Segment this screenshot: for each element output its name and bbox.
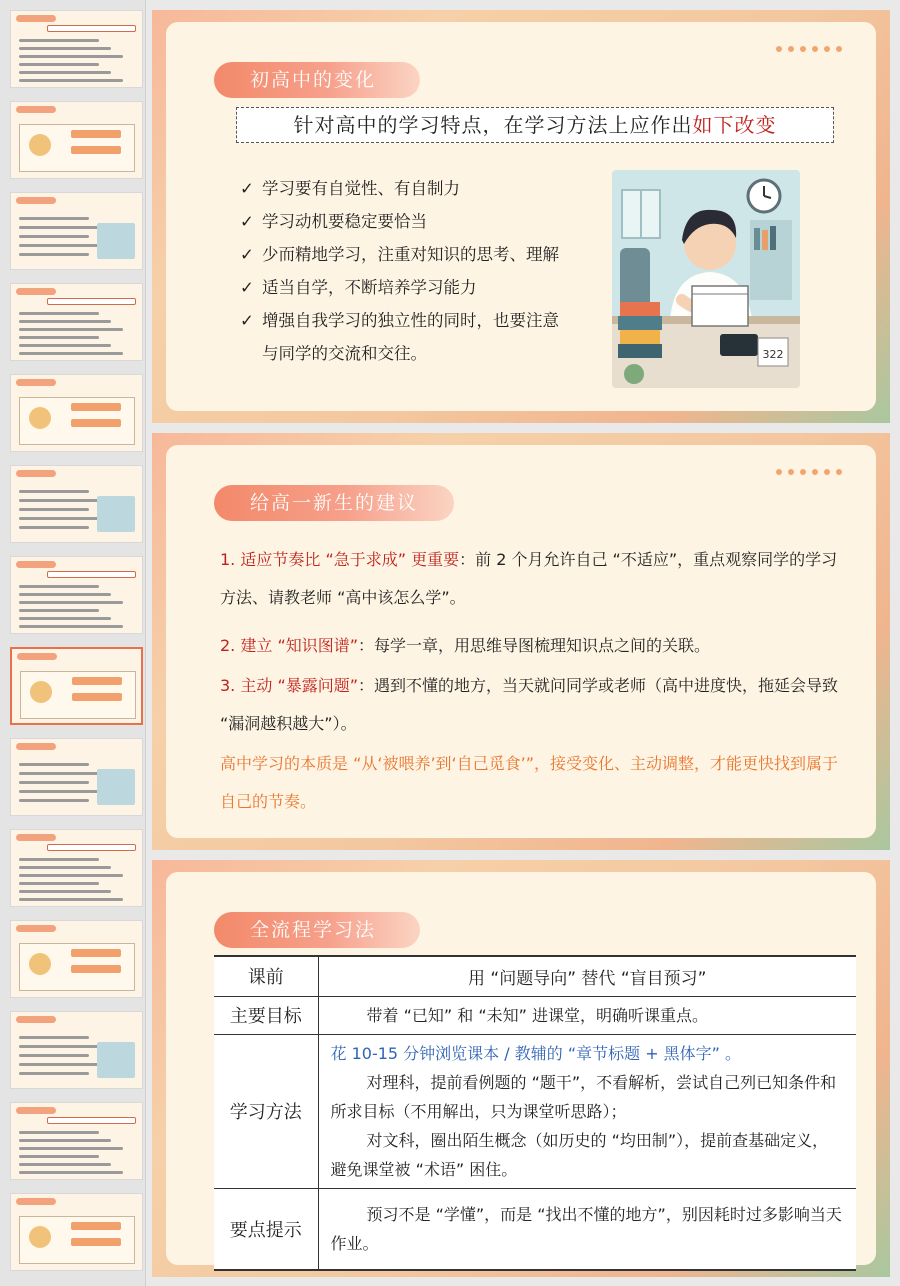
advice-item-2: 2. 建立 “知识图谱”：每学一章，用思维导图梳理知识点之间的关联。 — [220, 636, 711, 655]
table-row — [214, 1034, 856, 1188]
headline-text: 针对高中的学习特点，在学习方法上应作出 — [293, 113, 693, 137]
list-item: ✓ 适当自学，不断培养学习能力 — [240, 271, 600, 304]
change-list — [240, 172, 600, 370]
slide-thumbnail[interactable] — [10, 101, 143, 179]
slide-headline — [236, 107, 834, 143]
slide-thumbnail[interactable] — [10, 1011, 143, 1089]
advice-summary: 高中学习的本质是 “从‘被喂养’到‘自己觅食’”，接受变化、主动调整，才能更快找到属于自己的节奏。 — [220, 754, 839, 811]
list-item: ✓ 学习要有自觉性、有自制力 — [240, 172, 600, 205]
row-value-goal: 带着 “已知” 和 “未知” 进课堂，明确听课重点。 — [318, 996, 856, 1034]
check-icon: ✓ — [240, 212, 254, 231]
headline-highlight: 如下改变 — [692, 113, 777, 137]
decorative-dots — [776, 46, 842, 52]
section-tag: 全流程学习法 — [214, 912, 420, 948]
table-row — [214, 1188, 856, 1270]
slide-thumbnail[interactable] — [10, 647, 143, 725]
section-tag: 给高一新生的建议 — [214, 485, 454, 521]
slide-full-process-method — [152, 860, 890, 1277]
advice-item-1: 1. 适应节奏比 “急于求成” 更重要：前 2 个月允许自己 “不适应”，重点观察同学的学习方法、请教老师 “高中该怎么学”。 — [220, 550, 838, 607]
calendar-number: 322 — [762, 348, 784, 361]
slide-card — [166, 445, 876, 838]
slide-thumbnail[interactable] — [10, 556, 143, 634]
slide-thumbnail[interactable] — [10, 465, 143, 543]
row-label-method: 学习方法 — [214, 1034, 318, 1188]
method-line-1: 花 10-15 分钟浏览课本 / 教辅的 “章节标题 + 黑体字” 。 — [330, 1043, 742, 1063]
row-label-tip: 要点提示 — [214, 1188, 318, 1270]
advice-item-3: 3. 主动 “暴露问题”：遇到不懂的地方，当天就问同学或老师（高中进度快，拖延会导致 “漏洞越积越大”）。 — [220, 676, 839, 733]
table-row — [214, 956, 856, 996]
slide-thumbnail[interactable] — [10, 192, 143, 270]
method-line-3: 对文科，圈出陌生概念（如历史的 “均田制”），提前查基础定义，避免课堂被 “术语” 困住。 — [330, 1130, 829, 1179]
list-item-continuation: 与同学的交流和交往。 — [262, 344, 427, 363]
slide-thumbnail[interactable] — [10, 1193, 143, 1271]
list-item: ✓ 增强自我学习的独立性的同时，也要注意 — [240, 304, 600, 337]
row-value-tip: 预习不是 “学懂”，而是 “找出不懂的地方”，别因耗时过多影响当天作业。 — [318, 1188, 856, 1270]
list-item: ✓ 学习动机要稳定要恰当 — [240, 205, 600, 238]
table-header-value: 用 “问题导向” 替代 “盲目预习” — [318, 956, 856, 996]
slide-thumbnail[interactable] — [10, 738, 143, 816]
method-line-2: 对理科，提前看例题的 “题干”，不看解析，尝试自己列已知条件和所求目标（不用解出，只为课堂听思路）； — [330, 1072, 837, 1121]
section-tag: 初高中的变化 — [214, 62, 420, 98]
check-icon: ✓ — [240, 311, 254, 330]
check-icon: ✓ — [240, 179, 254, 198]
slide-card — [166, 872, 876, 1265]
slide-thumbnail-panel — [0, 0, 146, 1286]
row-label-goal: 主要目标 — [214, 996, 318, 1034]
slide-thumbnail[interactable] — [10, 829, 143, 907]
slide-thumbnail[interactable] — [10, 920, 143, 998]
slide-card — [166, 22, 876, 411]
check-icon: ✓ — [240, 245, 254, 264]
check-icon: ✓ — [240, 278, 254, 297]
slide-thumbnail[interactable] — [10, 10, 143, 88]
list-item: ✓ 少而精地学习，注重对知识的思考、理解 — [240, 238, 600, 271]
row-value-method — [318, 1034, 856, 1188]
table-header-label: 课前 — [214, 956, 318, 996]
slide-change-junior-senior — [152, 10, 890, 423]
table-row — [214, 996, 856, 1034]
slide-thumbnail[interactable] — [10, 374, 143, 452]
slide-advice-freshmen — [152, 433, 890, 850]
student-studying-illustration — [612, 170, 800, 388]
study-plan-table — [214, 955, 856, 1271]
slide-thumbnail[interactable] — [10, 283, 143, 361]
slide-thumbnail[interactable] — [10, 1102, 143, 1180]
decorative-dots — [776, 469, 842, 475]
